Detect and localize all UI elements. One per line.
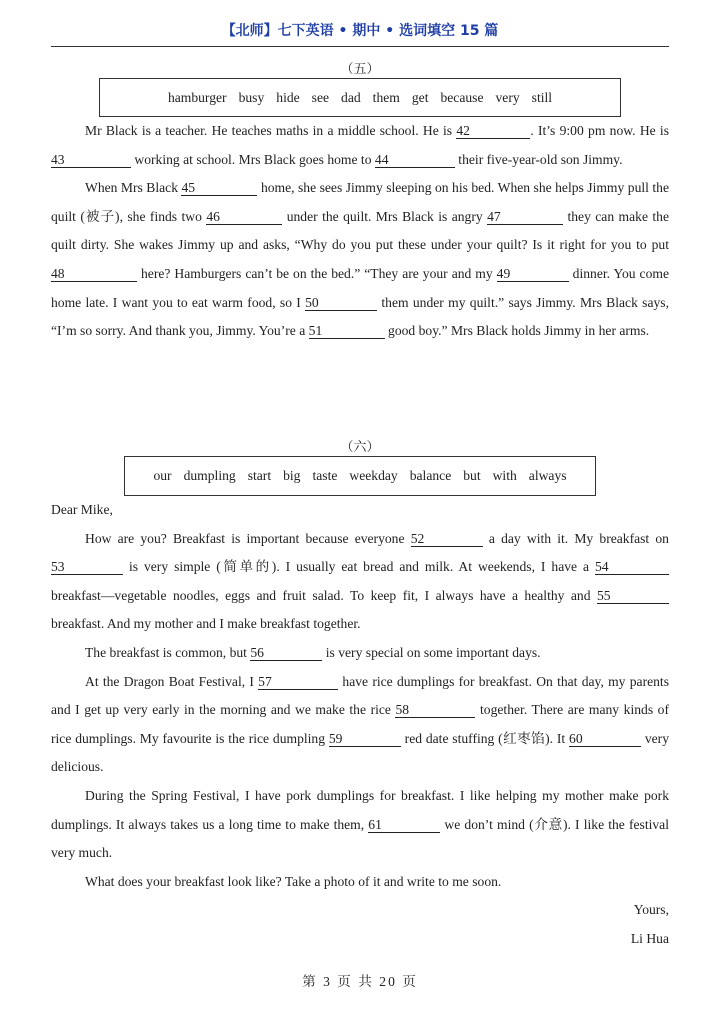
word-bank-item: hamburger (167, 89, 227, 105)
word-bank-item: dad (341, 89, 361, 105)
blank-57: 57 (258, 674, 338, 690)
blank-52: 52 (411, 531, 483, 547)
word-bank-item: always (528, 468, 567, 483)
passage-6-paragraph-3: At the Dragon Boat Festival, I 57 have rice dumplings for breakfast. On that day, my parents and I get up very early in the morning and we make the rice 58 together. There are many kinds of rice dumplings. My favourite is the rice dumpling 59 red date stuffing (红枣馅). It 60 very delicious. (51, 673, 670, 775)
blank-55: 55 (597, 588, 669, 604)
blank-44: 44 (375, 152, 455, 168)
passage-6-paragraph-1: How are you? Breakfast is important because everyone 52 a day with it. My breakfast on 53 is very simple (简单的). I usually eat bread and milk. At weekends, I have a 54 breakfast—vegetable noodles, eggs and fruit salad. To keep fit, I always have a healthy and 55 breakfast. And my mother and I make breakfast together. (51, 530, 669, 632)
blank-42: 42 (456, 123, 530, 139)
word-bank-item: them (372, 89, 400, 105)
word-bank-item: our (153, 468, 172, 483)
blank-51: 51 (309, 323, 385, 339)
header-divider (51, 46, 669, 47)
blank-50: 50 (305, 295, 377, 311)
section-5-title: （五） (340, 61, 380, 76)
blank-47: 47 (487, 209, 563, 225)
word-bank-5 (99, 78, 621, 117)
blank-43: 43 (51, 152, 131, 168)
word-bank-item: still (531, 89, 553, 105)
page-header: 【北师】七下英语 • 期中 • 选词填空 15 篇 (221, 23, 499, 39)
passage-6-paragraph-5: What does your breakfast look like? Take a photo of it and write to me soon. (85, 873, 502, 889)
letter-closing: Yours, (633, 902, 669, 918)
blank-58: 58 (395, 702, 475, 718)
word-bank-item: big (283, 468, 301, 483)
word-bank-item: with (492, 468, 517, 483)
passage-6-paragraph-2: The breakfast is common, but 56 is very special on some important days. (85, 644, 541, 660)
blank-60: 60 (569, 731, 641, 747)
word-bank-item: balance (409, 468, 452, 483)
word-bank-item: hide (276, 89, 300, 105)
word-bank-item: start (247, 468, 272, 483)
letter-signature: Li Hua (630, 930, 669, 946)
word-bank-item: very (495, 89, 520, 105)
section-5 (51, 58, 669, 346)
word-bank-item: but (463, 468, 481, 483)
word-bank-item: get (411, 89, 429, 105)
word-bank-6 (124, 456, 596, 496)
word-bank-item: because (440, 89, 484, 105)
letter-greeting: Dear Mike, (51, 502, 113, 517)
blank-56: 56 (250, 645, 322, 661)
passage-5-paragraph-2: When Mrs Black 45 home, she sees Jimmy sleeping on his bed. When she helps Jimmy pull the quilt (被子), she finds two 46 under the quilt. Mrs Black is angry 47 they can make the quilt dirty. She wakes Jimmy up and asks, “Why do you put these under your quilt? Is it right for you to put 48 here? Hamburgers can’t be on the bed.” “They are your and my 49 dinner. You come home late. I want you to eat warm food, so I 50 them under my quilt.” says Jimmy. Mrs Black says, “I’m so sorry. And thank you, Jimmy. You’re a 51 good boy.” Mrs Black holds Jimmy in her arms. (51, 180, 669, 339)
word-bank-item: see (311, 89, 330, 105)
word-bank-item: taste (312, 468, 338, 483)
passage-6-paragraph-4: During the Spring Festival, I have pork dumplings for breakfast. I like helping my mother make pork dumplings. It always takes us a long time to make them, 61 we don’t mind (介意). I like the festival very much. (51, 787, 669, 861)
word-bank-item: busy (238, 89, 265, 105)
blank-48: 48 (51, 266, 137, 282)
word-bank-item: weekday (349, 468, 398, 483)
blank-53: 53 (51, 559, 123, 575)
section-6 (51, 436, 669, 954)
passage-5-paragraph-1: Mr Black is a teacher. He teaches maths in a middle school. He is 42 . It’s 9:00 pm now. He is 43 working at school. Mrs Black goes home to 44 their five-year-old son Jimmy. (51, 123, 669, 167)
page-number: 第 3 页 共 20 页 (302, 974, 418, 989)
blank-54: 54 (595, 559, 669, 575)
blank-49: 49 (497, 266, 569, 282)
word-bank-item: dumpling (183, 468, 236, 483)
section-6-title: （六） (340, 439, 380, 454)
blank-45: 45 (181, 180, 257, 196)
blank-61: 61 (368, 817, 440, 833)
blank-59: 59 (329, 731, 401, 747)
blank-46: 46 (206, 209, 282, 225)
